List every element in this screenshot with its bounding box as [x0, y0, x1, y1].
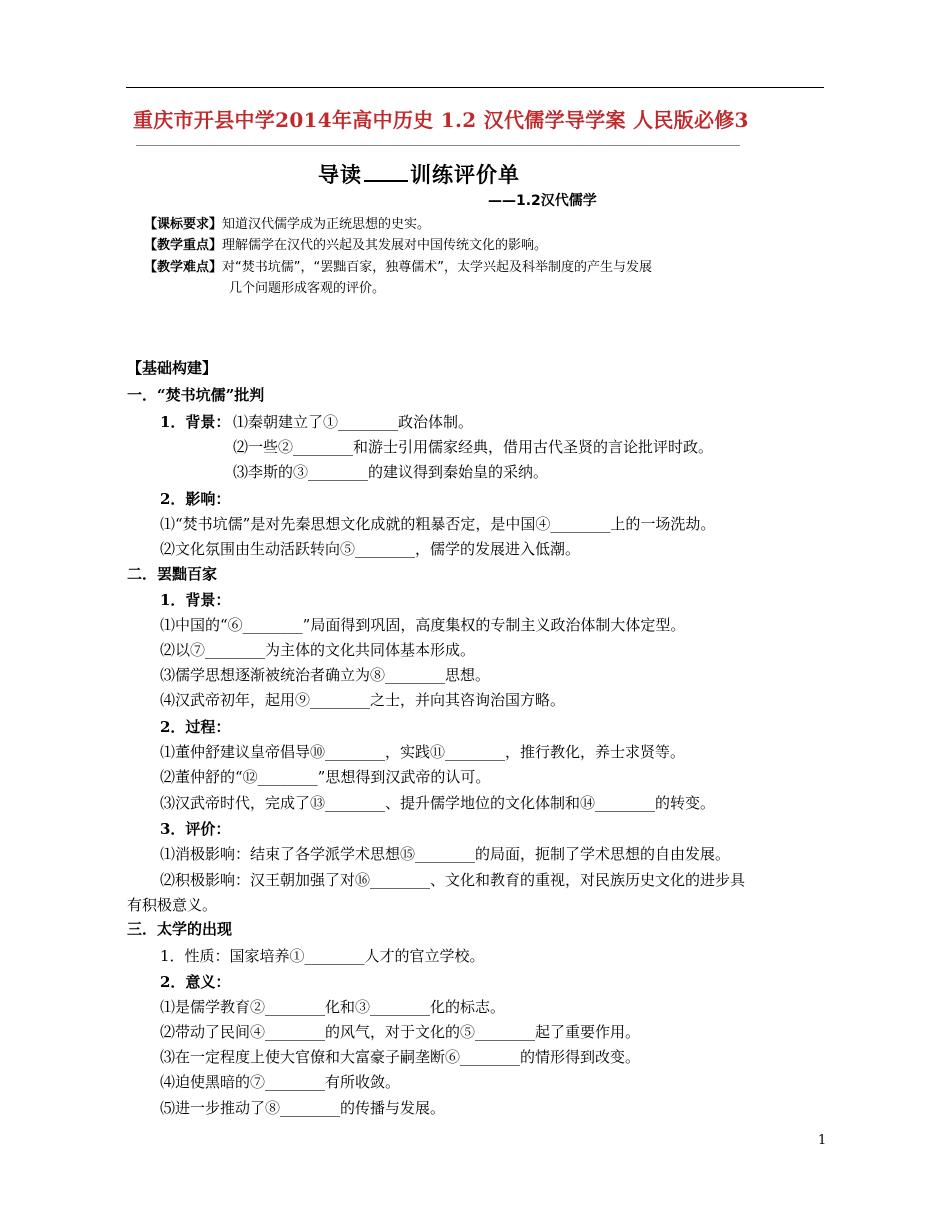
document-title: 重庆市开县中学2014年高中历史 1.2 汉代儒学导学案 人民版必修3	[133, 108, 749, 132]
s3-nature-text: 1．性质：国家培养①________人才的官立学校。	[160, 947, 485, 965]
list-item: ⑷迫使黑暗的⑦________有所收敛。	[160, 1073, 401, 1091]
list-item-cont: 有积极意义。	[127, 896, 218, 914]
req-label: 【教学重点】	[144, 238, 223, 253]
s3-nature	[160, 945, 485, 966]
s2-background-title: 1．背景：	[160, 591, 231, 609]
section-1-title: 一．“焚书坑儒”批判	[127, 386, 265, 404]
req-text: 知道汉代儒学成为正统思想的史实。	[222, 217, 431, 232]
scan-title	[318, 159, 520, 189]
req-text: 理解儒学在汉代的兴起及其发展对中国传统文化的影响。	[222, 238, 548, 253]
list-item: ⑶儒学思想逐渐被统治者确立为⑧________思想。	[160, 666, 491, 684]
s3-significance-title: 2．意义：	[160, 973, 231, 991]
list-item: ⑵以⑦________为主体的文化共同体基本形成。	[160, 641, 476, 659]
top-rule	[126, 87, 824, 88]
scan-title-right: 训练评价单	[410, 163, 520, 187]
req-label: 【教学难点】	[144, 260, 223, 275]
req-text: 对“焚书坑儒”，“罢黜百家，独尊儒术”，太学兴起及科举制度的产生与发展	[222, 260, 652, 275]
s2-process-title: 2．过程：	[160, 718, 231, 736]
list-item: ⑴是儒学教育②________化和③________化的标志。	[160, 998, 506, 1016]
scan-title-left: 导读	[318, 163, 362, 187]
list-item: ⑴中国的“⑥________”局面得到巩固，高度集权的专制主义政治体制大体定型。	[160, 616, 686, 634]
list-item: ⑴“焚书坑儒”是对先秦思想文化成就的粗暴否定，是中国④________上的一场洗劫。	[160, 515, 716, 533]
requirement-2	[144, 234, 547, 253]
list-item: ⑵文化氛围由生动活跃转向⑤________，儒学的发展进入低潮。	[160, 540, 581, 558]
s1-background-title: 1．背景：	[160, 413, 231, 431]
list-item: ⑴秦朝建立了①________政治体制。	[233, 413, 474, 431]
list-item: ⑴消极影响：结束了各学派学术思想⑮________的局面，扼制了学术思想的自由发展。	[160, 845, 731, 863]
list-item: ⑶汉武帝时代，完成了⑬________、提升儒学地位的文化体制和⑭________的转变。	[160, 794, 716, 812]
requirement-1	[144, 213, 430, 232]
list-item: ⑶在一定程度上使大官僚和大富豪子嗣垄断⑥________的情形得到改变。	[160, 1048, 641, 1066]
list-item: ⑵董仲舒的“⑫________”思想得到汉武帝的认可。	[160, 768, 491, 786]
section-label: 【基础构建】	[127, 359, 218, 377]
page-number: 1	[818, 1133, 827, 1148]
list-item: ⑵带动了民间④________的风气，对于文化的⑤________起了重要作用。	[160, 1023, 641, 1041]
list-item: ⑷汉武帝初年，起用⑨________之士，并向其咨询治国方略。	[160, 691, 566, 709]
requirement-3	[144, 256, 652, 275]
section-2-title: 二．罢黜百家	[127, 565, 218, 583]
list-item: ⑴董仲舒建议皇帝倡导⑩________，实践⑪________，推行教化，养士求贤等。	[160, 743, 686, 761]
title-blank	[364, 166, 408, 182]
scan-subtitle: ——1.2汉代儒学	[488, 193, 597, 209]
list-item: ⑵一些②________和游士引用儒家经典，借用古代圣贤的言论批评时政。	[233, 438, 714, 456]
requirement-3-cont: 几个问题形成客观的评价。	[229, 281, 386, 296]
s2-evaluation-title: 3．评价：	[160, 820, 231, 838]
req-label: 【课标要求】	[144, 217, 223, 232]
list-item: ⑶李斯的③________的建议得到秦始皇的采纳。	[233, 463, 549, 481]
s1-impact-title: 2．影响：	[160, 490, 231, 508]
list-item: ⑸进一步推动了⑧________的传播与发展。	[160, 1099, 446, 1117]
section-3-title: 三．太学的出现	[127, 920, 233, 938]
sub-rule	[136, 145, 740, 146]
list-item: ⑵积极影响：汉王朝加强了对⑯________、文化和教育的重视，对民族历史文化的进步具	[160, 871, 746, 889]
